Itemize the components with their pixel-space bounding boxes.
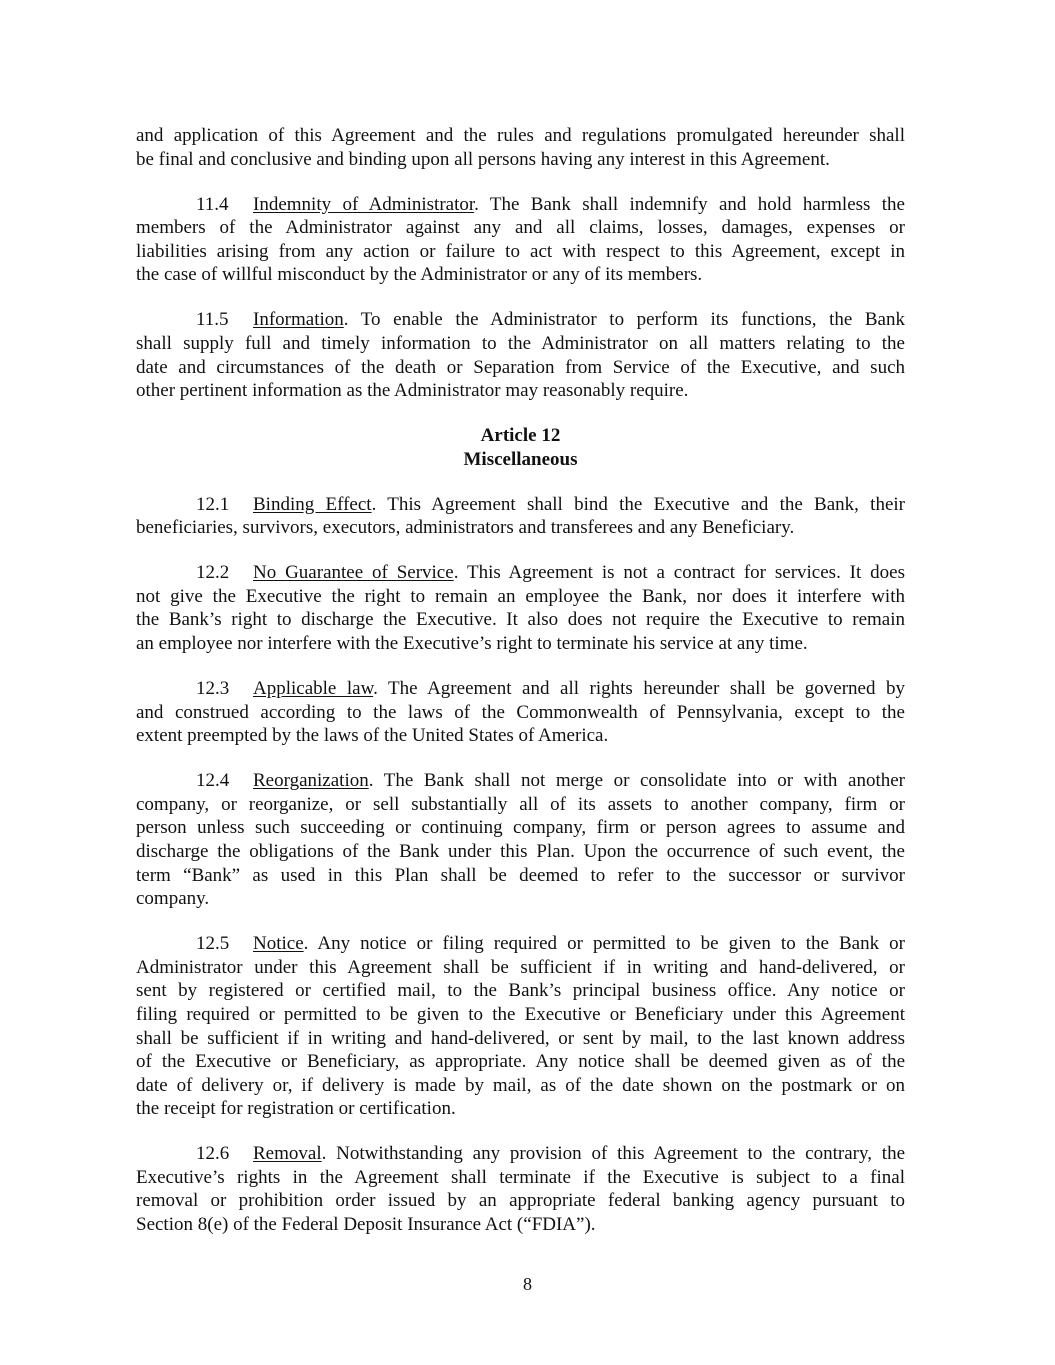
text-line: shall be sufficient if in writing and hand-delivered, or sent by mail, to the last known address — [136, 1027, 905, 1049]
text-line: the case of willful misconduct by the Administrator or any of its members. — [136, 264, 703, 286]
section-12-1 — [136, 493, 905, 540]
text-line: extent preempted by the laws of the United States of America. — [136, 725, 609, 747]
section-title: Binding Effect — [253, 493, 372, 515]
text-line — [136, 677, 905, 701]
article-11-sections — [136, 193, 905, 403]
section-number: 12.5 — [196, 933, 230, 955]
article-heading — [136, 424, 905, 471]
section-title: Notice — [253, 933, 304, 955]
section-text: . Any notice or filing required or permitted to be given to the Bank or — [303, 933, 905, 955]
section-12-2 — [136, 561, 905, 655]
text-line: Section 8(e) of the Federal Deposit Insurance Act (“FDIA”). — [136, 1214, 596, 1236]
text-line: removal or prohibition order issued by an appropriate federal banking agency pursuant to — [136, 1190, 905, 1212]
text-line: company, or reorganize, or sell substantially all of its assets to another company, firm or — [136, 793, 905, 815]
text-line: and application of this Agreement and the rules and regulations promulgated hereunder shall — [136, 125, 905, 146]
section-11-4 — [136, 193, 905, 287]
section-text: . This Agreement shall bind the Executive and the Bank, their — [371, 493, 906, 515]
text-line: members of the Administrator against any and all claims, losses, damages, expenses or — [136, 217, 905, 239]
text-line: an employee nor interfere with the Executive’s right to terminate his service at any time. — [136, 633, 808, 655]
section-11-5 — [136, 308, 905, 402]
section-title: Information — [253, 309, 344, 331]
document-page — [136, 124, 905, 1258]
text-line: the receipt for registration or certification. — [136, 1098, 456, 1120]
text-line — [136, 193, 905, 217]
text-line: beneficiaries, survivors, executors, administrators and transferees and any Beneficiary. — [136, 517, 795, 539]
section-number: 11.4 — [196, 193, 229, 215]
section-text: . This Agreement is not a contract for services. It does — [453, 562, 905, 584]
text-line: the Bank’s right to discharge the Executive. It also does not require the Executive to remain — [136, 609, 905, 631]
text-line — [136, 308, 905, 332]
section-title: Applicable law — [253, 678, 374, 700]
text-line: sent by registered or certified mail, to the Bank’s principal business office. Any notice or — [136, 980, 905, 1002]
text-line: discharge the obligations of the Bank under this Plan. Upon the occurrence of such event, the — [136, 840, 905, 862]
intro-paragraph — [136, 124, 905, 171]
section-number: 12.2 — [196, 562, 230, 584]
section-title: No Guarantee of Service — [253, 562, 454, 584]
text-line: other pertinent information as the Administrator may reasonably require. — [136, 380, 689, 402]
section-title: Reorganization — [253, 770, 369, 792]
text-line: of the Executive or Beneficiary, as appropriate. Any notice shall be deemed given as of the — [136, 1051, 905, 1073]
section-number: 12.3 — [196, 678, 230, 700]
section-12-6 — [136, 1142, 905, 1236]
text-line: Executive’s rights in the Agreement shall terminate if the Executive is subject to a final — [136, 1166, 905, 1188]
text-line: and construed according to the laws of the Commonwealth of Pennsylvania, except to the — [136, 701, 905, 723]
text-line: date of delivery or, if delivery is made by mail, as of the date shown on the postmark or on — [136, 1074, 905, 1096]
article-title: Miscellaneous — [463, 448, 578, 470]
text-line: term “Bank” as used in this Plan shall be deemed to refer to the successor or survivor — [136, 864, 905, 886]
text-line: person unless such succeeding or continuing company, firm or person agrees to assume and — [136, 817, 905, 839]
section-text: . The Bank shall indemnify and hold harmless the — [474, 193, 905, 215]
section-12-3 — [136, 677, 905, 748]
section-text: . Notwithstanding any provision of this Agreement to the contrary, the — [321, 1143, 905, 1165]
section-number: 11.5 — [196, 309, 229, 331]
text-line: shall supply full and timely information to the Administrator on all matters relating to the — [136, 332, 905, 354]
article-number: Article 12 — [480, 425, 561, 447]
section-title: Indemnity of Administrator — [253, 193, 475, 215]
section-number: 12.1 — [196, 493, 230, 515]
text-line: be final and conclusive and binding upon all persons having any interest in this Agreement. — [136, 148, 830, 170]
text-line: date and circumstances of the death or Separation from Service of the Executive, and such — [136, 356, 905, 378]
text-line — [136, 561, 905, 585]
section-12-5 — [136, 932, 905, 1121]
section-number: 12.4 — [196, 770, 230, 792]
text-line: not give the Executive the right to remain an employee the Bank, nor does it interfere with — [136, 585, 905, 607]
text-line — [136, 1142, 905, 1166]
section-12-4 — [136, 769, 905, 911]
text-line: filing required or permitted to be given to the Executive or Beneficiary under this Agreement — [136, 1003, 905, 1025]
section-title: Removal — [253, 1143, 322, 1165]
text-line — [136, 769, 905, 793]
text-line — [136, 493, 905, 517]
text-line — [136, 932, 905, 956]
section-text: . The Bank shall not merge or consolidate into or with another — [368, 770, 905, 792]
section-text: . To enable the Administrator to perform its functions, the Bank — [343, 309, 905, 331]
text-line: Administrator under this Agreement shall be sufficient if in writing and hand-delivered, or — [136, 956, 905, 978]
section-number: 12.6 — [196, 1143, 230, 1165]
section-text: . The Agreement and all rights hereunder shall be governed by — [373, 678, 905, 700]
page-number: 8 — [523, 1274, 532, 1294]
text-line: liabilities arising from any action or failure to act with respect to this Agreement, except in — [136, 240, 905, 262]
article-12-sections — [136, 493, 905, 1237]
text-line: company. — [136, 888, 210, 910]
